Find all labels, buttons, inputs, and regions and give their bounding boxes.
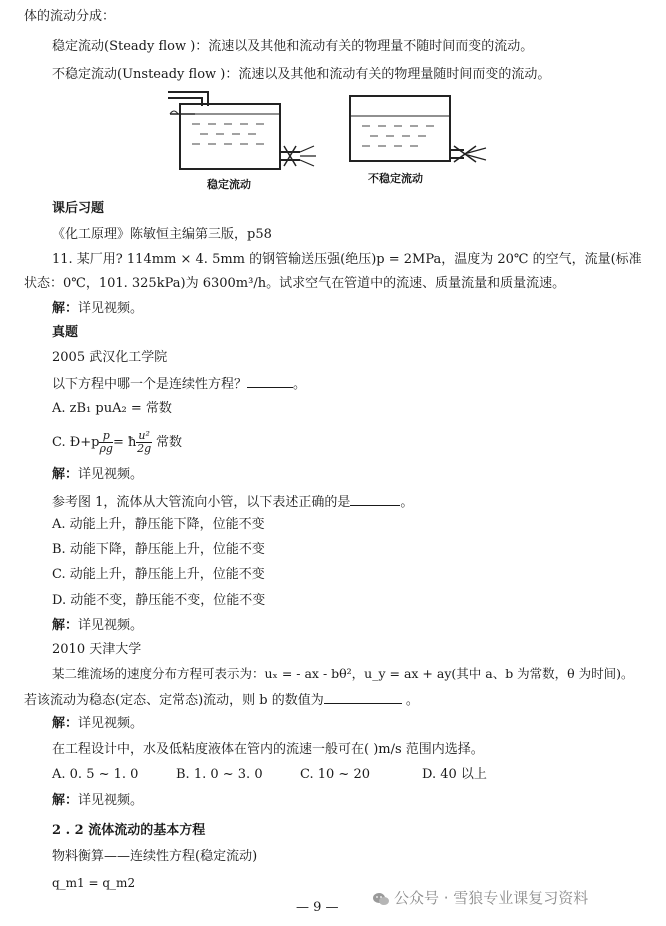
pipe-option-a: A. 动能上升，静压能下降，位能不变 bbox=[52, 517, 265, 532]
figure-caption-steady: 稳定流动 bbox=[207, 178, 251, 191]
pipe-option-d: D. 动能不变，静压能不变，位能不变 bbox=[52, 593, 266, 608]
option-c: C. Ð+p $\frac{p}{\rho g}$ = ħ $\frac{\text{u²}}{2g}$ 常数 bbox=[52, 429, 183, 455]
school-2005: 2005 武汉化工学院 bbox=[52, 350, 168, 365]
unsteady-flow-definition: 不稳定流动(Unsteady flow )：流速以及其他和流动有关的物理量随时间而变的流动。 bbox=[52, 67, 551, 82]
section-heading: 2 . 2 流体流动的基本方程 bbox=[52, 823, 206, 838]
option-a: A. zB₁ puA₂ = 常数 bbox=[52, 401, 172, 416]
answer-1: 解：详见视频。 bbox=[52, 301, 144, 316]
question-11-line2: 状态：0℃，101. 325kPa)为 6300m³/h。试求空气在管道中的流速、质量流量和质量流速。 bbox=[24, 276, 566, 291]
intro-line: 体的流动分成： bbox=[24, 9, 116, 24]
answer-5: 解：详见视频。 bbox=[52, 793, 144, 808]
question-11-line1: 11. 某厂用? 114mm × 4. 5mm 的钢管输送压强(绝压)p = 2MPa，温度为 20℃ 的空气，流量(标准 bbox=[52, 252, 642, 267]
unsteady-tank bbox=[350, 96, 486, 162]
speed-option-d: D. 40 以上 bbox=[422, 767, 487, 782]
steady-tank bbox=[168, 92, 316, 169]
answer-3: 解：详见视频。 bbox=[52, 618, 144, 633]
school-2010: 2010 天津大学 bbox=[52, 642, 142, 657]
question-continuity: 以下方程中哪一个是连续性方程？ 。 bbox=[52, 374, 306, 394]
pipe-option-c: C. 动能上升，静压能上升，位能不变 bbox=[52, 567, 265, 582]
watermark: 公众号 · 雪狼专业课复习资料 bbox=[372, 887, 588, 908]
mass-flow-equation: q_m1 = q_m2 bbox=[52, 876, 136, 890]
wechat-icon bbox=[372, 892, 390, 906]
question-velocity-line2: 若该流动为稳态(定态、定常态)流动，则 b 的数值为 。 bbox=[24, 690, 419, 710]
homework-heading: 课后习题 bbox=[52, 201, 105, 216]
answer-4: 解：详见视频。 bbox=[52, 716, 144, 731]
question-pipe-flow: 参考图 1，流体从大管流向小管，以下表述正确的是 。 bbox=[52, 492, 413, 512]
question-velocity-line1: 某二维流场的速度分布方程可表示为：uₓ = - ax - bθ²，u_y = ax + ay(其中 a、b 为常数，θ 为时间)。 bbox=[52, 666, 634, 681]
textbook-reference: 《化工原理》陈敏恒主编第三版，p58 bbox=[52, 227, 272, 242]
figure-caption-unsteady: 不稳定流动 bbox=[368, 172, 423, 185]
speed-option-a: A. 0. 5 ~ 1. 0 bbox=[52, 767, 139, 782]
speed-option-c: C. 10 ~ 20 bbox=[300, 767, 370, 782]
real-exam-heading: 真题 bbox=[52, 325, 79, 340]
answer-2: 解：详见视频。 bbox=[52, 467, 144, 482]
page-number: — 9 — bbox=[296, 900, 339, 915]
material-balance: 物料衡算——连续性方程(稳定流动) bbox=[52, 849, 258, 864]
steady-flow-definition: 稳定流动(Steady flow )：流速以及其他和流动有关的物理量不随时间而变的流动。 bbox=[52, 39, 534, 54]
speed-option-b: B. 1. 0 ~ 3. 0 bbox=[176, 767, 263, 782]
pipe-option-b: B. 动能下降，静压能上升，位能不变 bbox=[52, 542, 265, 557]
question-flow-speed: 在工程设计中，水及低粘度液体在管内的流速一般可在( )m/s 范围内选择。 bbox=[52, 742, 484, 757]
